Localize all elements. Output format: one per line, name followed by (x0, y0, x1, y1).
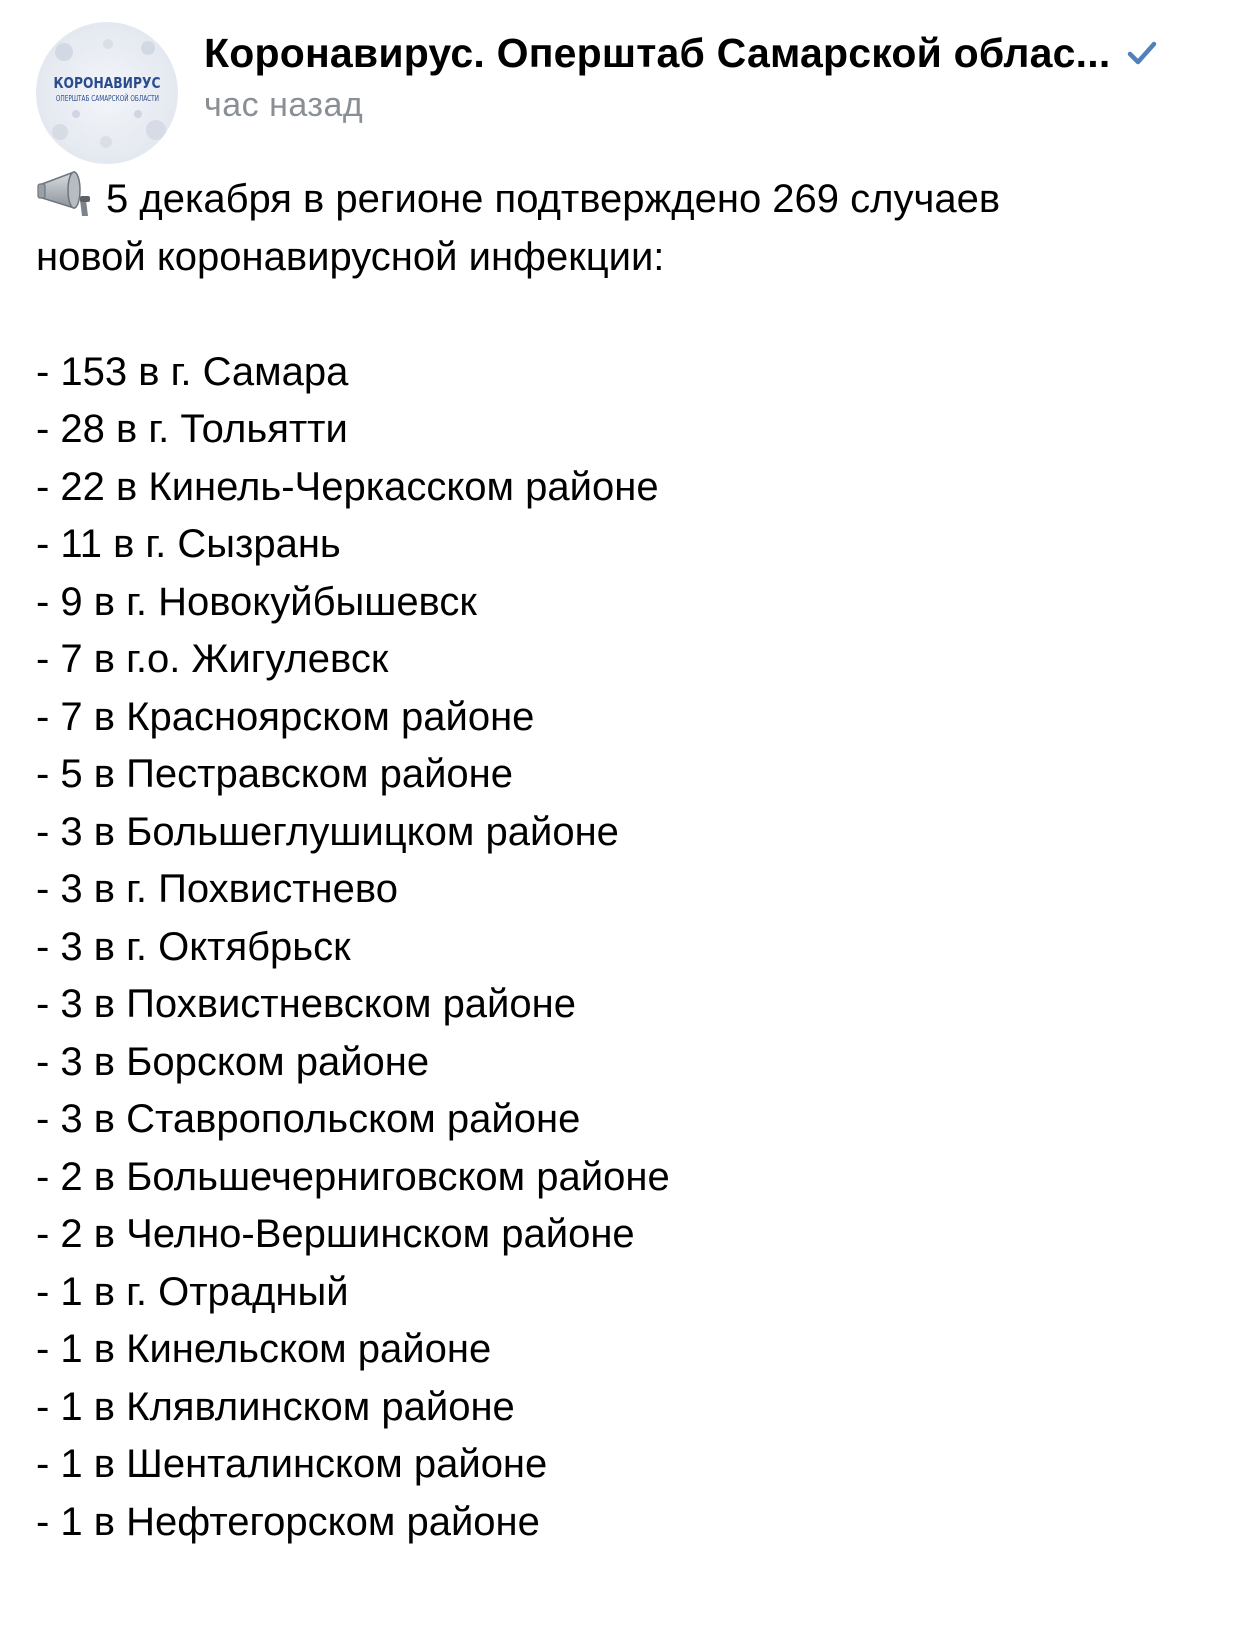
list-item: - 3 в Похвистневском районе (36, 982, 576, 1026)
author-name[interactable]: Коронавирус. Оперштаб Самарской облас... (204, 29, 1111, 76)
list-item: - 28 в г. Тольятти (36, 407, 348, 451)
logo-main-text: КОРОНАВИРУС (53, 74, 161, 92)
post-header (36, 22, 1216, 152)
list-item: - 2 в Челно-Вершинском районе (36, 1212, 635, 1256)
list-item: - 153 в г. Самара (36, 349, 349, 394)
list-item: - 3 в Большеглушицком районе (36, 809, 619, 854)
list-item: - 7 в г.о. Жигулевск (36, 637, 389, 681)
list-item: - 1 в Кинельском районе (36, 1327, 492, 1371)
list-item: - 9 в г. Новокуйбышевск (36, 579, 477, 624)
intro-line-1: 5 декабря в регионе подтверждено 269 случаев (106, 177, 1001, 221)
list-item: - 22 в Кинель-Черкасском районе (36, 464, 659, 509)
intro-paragraph (36, 170, 1216, 286)
list-item: - 1 в г. Отрадный (36, 1269, 349, 1314)
post-text (36, 170, 1216, 1551)
list-item: - 1 в Нефтегорском районе (36, 1499, 540, 1544)
cases-list (36, 344, 1216, 1552)
list-item: - 3 в Ставропольском районе (36, 1097, 581, 1141)
author-row (204, 28, 1214, 78)
list-item: - 3 в Борском районе (36, 1039, 430, 1084)
list-item: - 1 в Шенталинском районе (36, 1442, 548, 1486)
list-item: - 2 в Большечерниговском районе (36, 1154, 670, 1199)
logo-sub-text: ОПЕРШТАБ САМАРСКОЙ ОБЛАСТИ (55, 94, 159, 103)
list-item: - 1 в Клявлинском районе (36, 1384, 515, 1429)
list-item: - 5 в Пестравском районе (36, 752, 513, 796)
blank-line (36, 286, 1216, 344)
post-timestamp[interactable]: час назад (204, 86, 364, 124)
list-item: - 7 в Красноярском районе (36, 694, 535, 739)
intro-line-2: новой коронавирусной инфекции: (36, 234, 665, 279)
list-item: - 3 в г. Похвистнево (36, 867, 398, 911)
avatar[interactable] (36, 22, 178, 164)
virus-pattern-icon (36, 22, 178, 164)
list-item: - 11 в г. Сызрань (36, 522, 341, 566)
list-item: - 3 в г. Октябрьск (36, 924, 351, 969)
verified-check-icon (1124, 35, 1160, 71)
megaphone-icon (36, 170, 94, 218)
